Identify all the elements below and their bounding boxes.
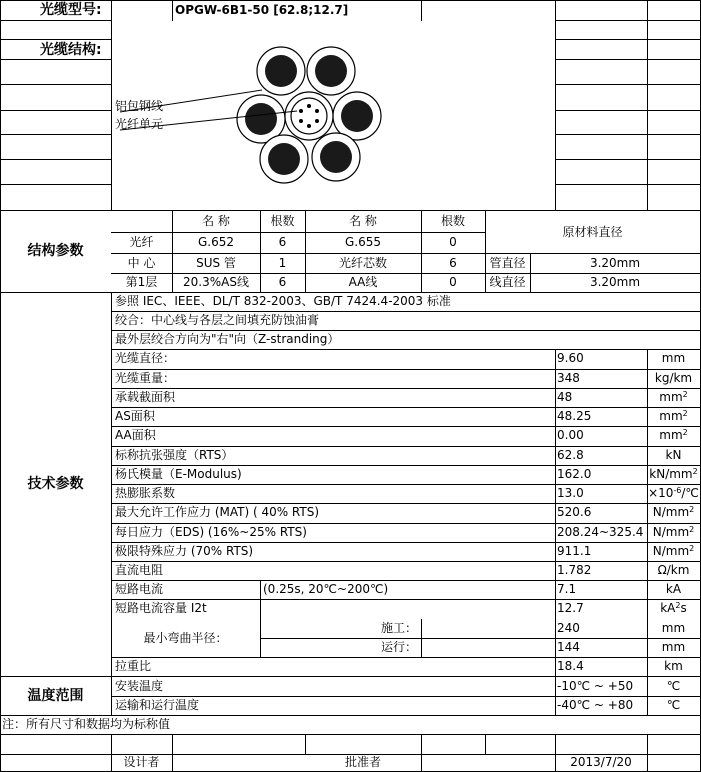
param-value — [557, 503, 591, 522]
temperature-name — [115, 677, 163, 696]
param-condition — [263, 580, 388, 599]
param-unit — [647, 503, 700, 522]
grid-line-h — [111, 426, 701, 427]
param-value-text: 48.25 — [557, 409, 592, 423]
param-unit-superscript: 2 — [689, 525, 695, 534]
param-name-text: AA面积 — [115, 428, 156, 442]
bend-radius-label — [111, 619, 260, 657]
param-value-text: 520.6 — [557, 505, 592, 519]
grid-line-v — [647, 0, 648, 211]
grid-line-h — [111, 369, 701, 370]
param-name-text: 光缆重量： — [115, 371, 176, 385]
structure-row-diameter-value — [530, 254, 700, 273]
tension-value — [557, 657, 584, 676]
col-count2 — [421, 212, 485, 231]
grid-line-h — [0, 159, 111, 160]
param-name-text: 热膨胀系数 — [115, 486, 176, 500]
grid-line-h — [555, 39, 701, 40]
bend-run-label — [262, 638, 417, 657]
technical-section-label — [0, 293, 111, 676]
structure-row-name-text: 20.3%AS线 — [183, 275, 249, 289]
structure-row-name2-text: AA线 — [348, 275, 378, 289]
param-unit — [647, 580, 700, 599]
param-unit-superscript: 2 — [689, 544, 695, 553]
param-value — [557, 349, 584, 368]
param-name — [115, 561, 163, 580]
grid-line-h — [0, 84, 111, 85]
grid-line-h — [0, 134, 111, 135]
grid-line-h — [555, 110, 701, 111]
param-name — [115, 580, 163, 599]
technical-note — [115, 292, 451, 311]
param-unit-text: kg/km — [654, 371, 693, 385]
bend-radius-label-text: 最小弯曲半径： — [143, 631, 228, 645]
param-value — [557, 523, 643, 542]
optical-fiber-dot — [307, 104, 311, 108]
param-value-text: 12.7 — [557, 601, 584, 615]
param-unit — [647, 523, 700, 542]
structure-row-label-text: 光纤 — [129, 235, 154, 249]
param-value-text: 348 — [557, 371, 580, 385]
param-name — [115, 426, 156, 445]
structure-row-label-text: 中 心 — [127, 256, 156, 270]
grid-line-h — [111, 407, 701, 408]
structure-row-name2 — [305, 233, 421, 252]
optical-fiber-dot — [299, 119, 303, 123]
structure-row-name2 — [305, 273, 421, 292]
structure-row-diameter-label-text: 管直径 — [489, 256, 526, 270]
param-unit — [647, 465, 700, 484]
structure-row-count2-text: 6 — [449, 256, 457, 270]
col-count — [260, 212, 305, 231]
steel-wire-core — [320, 141, 352, 173]
raw-diameter-label-text: 原材料直径 — [562, 225, 623, 239]
bend-install-unit-text: mm — [661, 621, 686, 635]
param-unit-text: mm — [661, 351, 686, 365]
temperature-name-text: 安装温度 — [115, 679, 164, 693]
grid-line-h — [555, 59, 701, 60]
param-name-text: 承载截面积 — [115, 390, 176, 404]
grid-line-v — [172, 734, 173, 772]
structure-row-label — [111, 254, 172, 273]
grid-line-h — [555, 134, 701, 135]
param-name-text: 每日应力（EDS) (16%~25% RTS) — [115, 525, 307, 539]
param-unit-text: mm — [659, 409, 683, 423]
col-name2-text: 名 称 — [349, 214, 377, 228]
structure-row-name — [172, 254, 260, 273]
param-unit-text: mm — [659, 390, 683, 404]
param-name-text: 短路电流 — [115, 582, 164, 596]
structure-row-diameter-value-text: 3.20mm — [589, 275, 641, 289]
grid-line-h — [111, 657, 701, 658]
structure-row-count-text: 6 — [278, 275, 287, 289]
structure-row-diameter-label-text: 线直径 — [489, 275, 526, 289]
param-unit-text: kA — [660, 601, 676, 615]
bend-install-label-text: 施工： — [380, 621, 417, 635]
param-unit-superscript: 2 — [682, 390, 688, 399]
param-value — [557, 465, 591, 484]
grid-line-v — [421, 734, 422, 772]
approver-label — [305, 754, 421, 771]
param-value-text: 911.1 — [557, 544, 592, 558]
structure-row-diameter-label — [485, 254, 530, 273]
param-value — [557, 580, 576, 599]
model-label — [40, 1, 110, 20]
param-unit — [647, 561, 700, 580]
structure-row-count-text: 1 — [278, 256, 287, 270]
param-unit-text: ×10 — [648, 486, 674, 500]
structure-row-label — [111, 273, 172, 292]
tension-name — [115, 657, 151, 676]
param-value-text: 0.00 — [557, 428, 584, 442]
technical-note — [115, 311, 319, 330]
param-unit — [647, 446, 700, 465]
grid-line-h — [111, 388, 701, 389]
structure-row-label-text: 第1层 — [125, 275, 158, 289]
param-value — [557, 407, 591, 426]
param-condition-text: (0.25s, 20℃~200℃) — [263, 582, 389, 596]
param-unit-text: N/mm — [652, 525, 690, 539]
param-name — [115, 388, 175, 407]
fiber-unit-tube-inner — [291, 98, 327, 134]
param-name-text: 短路电流容量 I2t — [115, 601, 207, 615]
date-value-text: 2013/7/20 — [570, 755, 632, 769]
param-unit — [647, 599, 700, 618]
param-value-text: 13.0 — [557, 486, 584, 500]
grid-line-v — [421, 0, 422, 21]
optical-fiber-dot — [299, 109, 303, 113]
param-name-text: 最大允许工作应力 (MAT) ( 40% RTS) — [115, 505, 320, 519]
param-unit-text: N/mm — [652, 505, 690, 519]
structure-row-name2-text: G.655 — [344, 235, 382, 249]
grid-line-v — [485, 734, 486, 755]
structure-row-label — [111, 233, 172, 252]
param-value-text: 48 — [557, 390, 573, 404]
label-fiber-unit: 光纤单元 — [115, 117, 164, 131]
designer-label-text: 设计者 — [123, 755, 160, 769]
grid-line-h — [111, 484, 701, 485]
param-value — [557, 369, 580, 388]
technical-note-text: 最外层绞合方向为"右"向（Z-stranding） — [115, 332, 340, 346]
approver-label-text: 批准者 — [344, 755, 381, 769]
structure-row-count2-text: 0 — [449, 275, 457, 289]
param-name — [115, 446, 233, 465]
grid-line-v — [555, 0, 556, 211]
bend-install-unit — [647, 619, 700, 638]
structure-row-diameter-label — [485, 273, 530, 292]
param-name — [115, 523, 307, 542]
model-value — [175, 1, 420, 20]
structure-row-name2 — [305, 254, 421, 273]
grid-line-h — [555, 159, 701, 160]
optical-fiber-dot — [315, 119, 319, 123]
param-unit — [647, 407, 700, 426]
grid-line-v — [647, 734, 648, 772]
bend-run-value-text: 144 — [557, 640, 580, 654]
param-unit-suffix: /℃ — [681, 486, 699, 500]
structure-row-name — [172, 233, 260, 252]
structure-section-label — [0, 211, 111, 292]
param-unit-superscript: 2 — [692, 467, 698, 476]
structure-row-name-text: G.652 — [197, 235, 235, 249]
temperature-unit — [647, 677, 700, 696]
col-name2 — [305, 212, 421, 231]
structure-row-count2-text: 0 — [449, 235, 457, 249]
param-value — [557, 446, 584, 465]
temperature-value — [557, 677, 633, 696]
bend-run-unit — [647, 638, 700, 657]
param-name — [115, 349, 175, 368]
designer-label — [111, 754, 172, 771]
grid-line-h — [555, 84, 701, 85]
param-name-text: AS面积 — [115, 409, 155, 423]
param-unit-superscript: -6 — [673, 486, 682, 495]
param-value — [557, 561, 591, 580]
col-count-text: 根数 — [270, 214, 295, 228]
grid-line-h — [0, 110, 111, 111]
model-label-text: 光缆型号: — [40, 2, 102, 18]
structure-row-count2 — [421, 233, 485, 252]
col-count2-text: 根数 — [440, 214, 465, 228]
param-unit — [647, 542, 700, 561]
param-name — [115, 407, 155, 426]
grid-line-v — [421, 619, 422, 658]
bend-run-unit-text: mm — [661, 640, 686, 654]
param-name-text: 直流电阻 — [115, 563, 164, 577]
structure-label-text: 光缆结构: — [40, 42, 102, 58]
structure-row-count-text: 6 — [278, 235, 287, 249]
param-unit — [647, 484, 700, 503]
param-unit-text: kA — [665, 582, 682, 596]
temperature-value-text: -10℃ ~ +50 — [557, 679, 634, 693]
grid-line-h — [555, 184, 701, 185]
grid-line-h — [555, 20, 701, 21]
col-name-text: 名 称 — [202, 214, 230, 228]
grid-line-h — [0, 184, 111, 185]
param-unit-superscript: 2 — [682, 409, 688, 418]
param-value — [557, 484, 584, 503]
footer-note-text: 注：所有尺寸和数据均为标称值 — [2, 717, 171, 731]
structure-section-label-text: 结构参数 — [27, 243, 84, 259]
temperature-unit — [647, 696, 700, 715]
bend-run-value — [557, 638, 580, 657]
param-name — [115, 503, 319, 522]
param-unit-text: kN — [665, 448, 682, 462]
label-aluminum-clad-steel-wire: 铝包钢线 — [115, 99, 164, 113]
technical-section-label-text: 技术参数 — [27, 476, 84, 492]
steel-wire-core — [341, 100, 373, 132]
tension-unit-text: km — [664, 659, 683, 673]
bend-install-label — [262, 619, 417, 638]
bend-run-label-text: 运行： — [380, 640, 417, 654]
param-name — [115, 542, 253, 561]
bend-install-value — [557, 619, 580, 638]
raw-diameter-label — [485, 211, 700, 253]
steel-wire-core — [265, 55, 297, 87]
structure-row-diameter-value-text: 3.20mm — [589, 256, 641, 270]
param-name-text: 极限特殊应力 (70% RTS) — [115, 544, 254, 558]
param-name — [115, 369, 175, 388]
tension-value-text: 18.4 — [557, 659, 584, 673]
param-value — [557, 388, 572, 407]
structure-row-count — [260, 233, 305, 252]
temperature-unit-text: ℃ — [666, 698, 681, 712]
param-unit-superscript: 2 — [682, 428, 688, 437]
technical-note-text: 绞合：中心线与各层之间填充防蚀油膏 — [115, 313, 320, 327]
param-unit-superscript: 2 — [675, 601, 681, 610]
param-unit — [647, 388, 700, 407]
grid-line-h — [0, 734, 701, 735]
param-unit-suffix: s — [680, 601, 687, 615]
param-value-text: 1.782 — [557, 563, 592, 577]
structure-row-count — [260, 254, 305, 273]
bend-install-value-text: 240 — [557, 621, 580, 635]
param-name-text: 标称抗张强度（RTS） — [115, 448, 234, 462]
temperature-value-text: -40℃ ~ +80 — [557, 698, 634, 712]
cable-cross-section-diagram — [112, 20, 552, 210]
param-value-text: 7.1 — [557, 582, 577, 596]
tension-unit — [647, 657, 700, 676]
steel-wire-core — [245, 103, 277, 135]
technical-note-text: 参照 IEC、IEEE、DL/T 832-2003、GB/T 7424.4-2003 标准 — [115, 294, 451, 308]
date-value — [555, 754, 647, 771]
temperature-section-label-text: 温度范围 — [27, 688, 84, 704]
param-unit — [647, 349, 700, 368]
param-name-text: 光缆直径： — [115, 351, 176, 365]
structure-row-name — [172, 273, 260, 292]
param-value-text: 9.60 — [557, 351, 584, 365]
technical-note — [115, 330, 339, 349]
param-unit-text: N/mm — [652, 544, 690, 558]
param-unit — [647, 426, 700, 445]
param-value — [557, 426, 584, 445]
grid-line-h — [0, 20, 111, 21]
temperature-section-label — [0, 677, 111, 715]
optical-fiber-dot — [307, 124, 311, 128]
temperature-value — [557, 696, 633, 715]
param-name-text: 杨氏模量（E-Modulus) — [115, 467, 242, 481]
param-unit-text: mm — [659, 428, 683, 442]
param-name — [115, 484, 175, 503]
temperature-name-text: 运输和运行温度 — [115, 698, 200, 712]
grid-line-h — [111, 561, 701, 562]
structure-label — [40, 40, 110, 60]
param-unit-text: kN/mm — [649, 467, 693, 481]
structure-row-name2-text: 光纤芯数 — [338, 256, 387, 270]
steel-wire-core — [268, 143, 300, 175]
col-name — [172, 212, 260, 231]
grid-line-v — [172, 0, 173, 21]
param-name — [115, 599, 207, 618]
param-value-text: 162.0 — [557, 467, 592, 481]
param-value — [557, 599, 584, 618]
param-name — [115, 465, 242, 484]
grid-line-v — [555, 349, 556, 716]
temperature-name — [115, 696, 199, 715]
temperature-unit-text: ℃ — [666, 679, 681, 693]
tension-name-text: 拉重比 — [115, 659, 152, 673]
param-unit-text: Ω/km — [657, 563, 690, 577]
structure-row-count — [260, 273, 305, 292]
param-value-text: 208.24~325.4 — [557, 525, 644, 539]
grid-line-h — [111, 349, 701, 350]
structure-row-diameter-value — [530, 273, 700, 292]
param-value-text: 62.8 — [557, 448, 584, 462]
grid-line-h — [111, 580, 701, 581]
steel-wire-core — [315, 55, 347, 87]
structure-row-count2 — [421, 254, 485, 273]
footer-note — [2, 715, 170, 734]
structure-row-count2 — [421, 273, 485, 292]
grid-line-v — [305, 734, 306, 755]
structure-row-name-text: SUS 管 — [196, 256, 236, 270]
param-unit — [647, 369, 700, 388]
param-value — [557, 542, 591, 561]
model-value-text: OPGW-6B1-50 [62.8;12.7] — [175, 3, 349, 17]
param-unit-superscript: 2 — [689, 505, 695, 514]
optical-fiber-dot — [315, 109, 319, 113]
grid-line-v — [260, 580, 261, 658]
